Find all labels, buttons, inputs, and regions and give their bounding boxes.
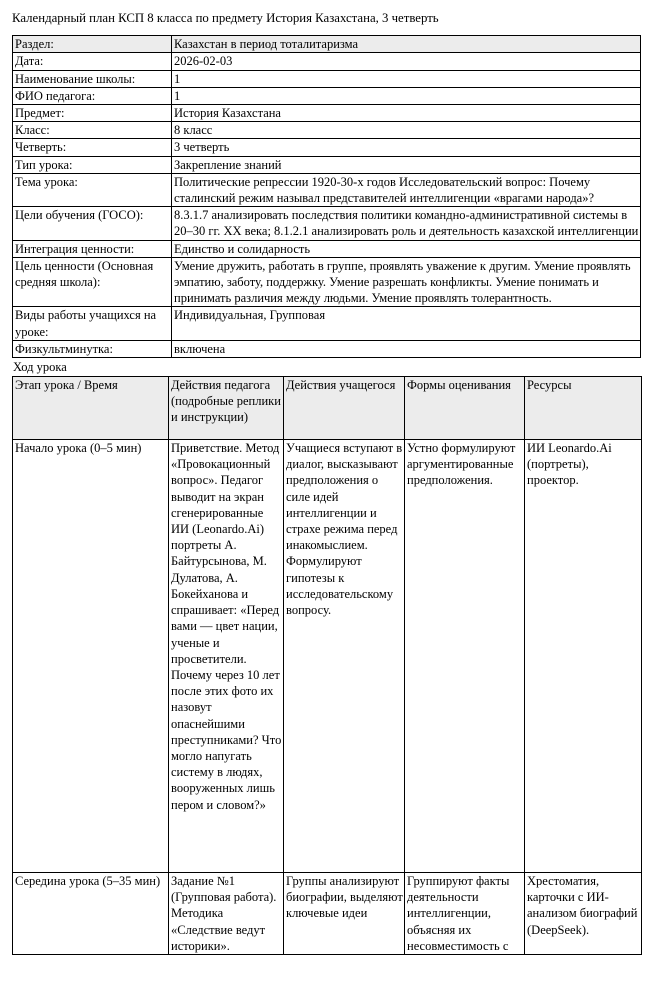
teacher-actions-cell: Приветствие. Метод «Провокационный вопрос». Педагог выводит на экран сгенерированные ИИ (Leonardo.Ai) портреты А. Байтурсынова, М. Дулатова, А. Бокейханова и спрашивает: «Перед вами — цвет нации, ученые и просветители. Почему через 10 лет после этих фото их назовут опаснейшими преступниками? Что могло напугать систему в людях, вооруженных лишь пером и словом?» (169, 440, 284, 873)
stage-cell: Середина урока (5–35 мин) (13, 873, 169, 955)
lesson-flow-table (12, 376, 642, 955)
column-header-resources: Ресурсы (525, 377, 642, 440)
info-value: Казахстан в период тоталитаризма (172, 36, 641, 53)
lesson-flow-heading: Ход урока (13, 360, 67, 375)
info-row-teacher (13, 87, 641, 104)
column-header-teacher: Действия педагога (подробные реплики и инструкции) (169, 377, 284, 440)
info-value: Индивидуальная, Групповая (172, 307, 641, 340)
student-actions-cell: Учащиеся вступают в диалог, высказывают предположения о силе идей интеллигенции и страхе режима перед инакомыслием. Формулируют гипотезы к исследовательскому вопросу. (284, 440, 405, 873)
info-row-grade (13, 122, 641, 139)
info-value: Единство и солидарность (172, 240, 641, 257)
info-row-work-types (13, 307, 641, 340)
document-page (12, 10, 641, 955)
table-row (13, 873, 642, 955)
info-row-value-goal (13, 257, 641, 307)
lesson-info-table (12, 35, 641, 358)
info-row-quarter (13, 139, 641, 156)
info-value: 1 (172, 87, 641, 104)
teacher-actions-cell: Задание №1 (Групповая работа). Методика «Следствие ведут историки». (169, 873, 284, 955)
assessment-cell: Устно формулируют аргументированные предположения. (405, 440, 525, 873)
stage-cell: Начало урока (0–5 мин) (13, 440, 169, 873)
info-value: 3 четверть (172, 139, 641, 156)
info-row-lesson-type (13, 156, 641, 173)
info-label: Цели обучения (ГОСО): (13, 207, 172, 240)
info-label: Тип урока: (13, 156, 172, 173)
info-value: 2026-02-03 (172, 53, 641, 70)
info-value: Умение дружить, работать в группе, проявлять уважение к другим. Умение проявлять эмпатию, заботу, поддержку. Умение разрешать конфликты. Умение понимать и принимать различия между людьми. Умение проявлять толерантность. (172, 257, 641, 307)
document-title: Календарный план КСП 8 класса по предмету История Казахстана, 3 четверть (12, 11, 439, 25)
info-row-exercise-break (13, 340, 641, 357)
info-label: Цель ценности (Основная средняя школа): (13, 257, 172, 307)
info-label: Класс: (13, 122, 172, 139)
info-row-learning-goals (13, 207, 641, 240)
info-row-date (13, 53, 641, 70)
info-value: 8.3.1.7 анализировать последствия политики командно-административной системы в 20–30 гг. XX века; 8.1.2.1 анализировать роль и деятельность казахской интеллигенции (172, 207, 641, 240)
info-label: Наименование школы: (13, 70, 172, 87)
assessment-cell: Группируют факты деятельности интеллигенции, объясняя их несовместимость с (405, 873, 525, 955)
info-label: Тема урока: (13, 173, 172, 206)
info-label: Дата: (13, 53, 172, 70)
info-label: Интеграция ценности: (13, 240, 172, 257)
info-value: История Казахстана (172, 105, 641, 122)
column-header-stage: Этап урока / Время (13, 377, 169, 440)
student-actions-cell: Группы анализируют биографии, выделяют ключевые идеи (284, 873, 405, 955)
info-row-school (13, 70, 641, 87)
info-label: Предмет: (13, 105, 172, 122)
table-row (13, 440, 642, 873)
info-label: Виды работы учащихся на уроке: (13, 307, 172, 340)
info-value: включена (172, 340, 641, 357)
info-row-value-integration (13, 240, 641, 257)
info-row-subject (13, 105, 641, 122)
info-label: Четверть: (13, 139, 172, 156)
resources-cell: Хрестоматия, карточки с ИИ-анализом биографий (DeepSeek). (525, 873, 642, 955)
info-value: Закрепление знаний (172, 156, 641, 173)
info-value: 1 (172, 70, 641, 87)
info-label: ФИО педагога: (13, 87, 172, 104)
column-header-students: Действия учащегося (284, 377, 405, 440)
info-row-topic (13, 173, 641, 206)
info-value: Политические репрессии 1920-30-х годов Исследовательский вопрос: Почему сталинский режим называл представителей интеллигенции «врагами народа»? (172, 173, 641, 206)
lesson-header-row (13, 377, 642, 440)
column-header-assessment: Формы оценивания (405, 377, 525, 440)
resources-cell: ИИ Leonardo.Ai (портреты), проектор. (525, 440, 642, 873)
info-row-section (13, 36, 641, 53)
info-value: 8 класс (172, 122, 641, 139)
info-label: Раздел: (13, 36, 172, 53)
info-label: Физкультминутка: (13, 340, 172, 357)
